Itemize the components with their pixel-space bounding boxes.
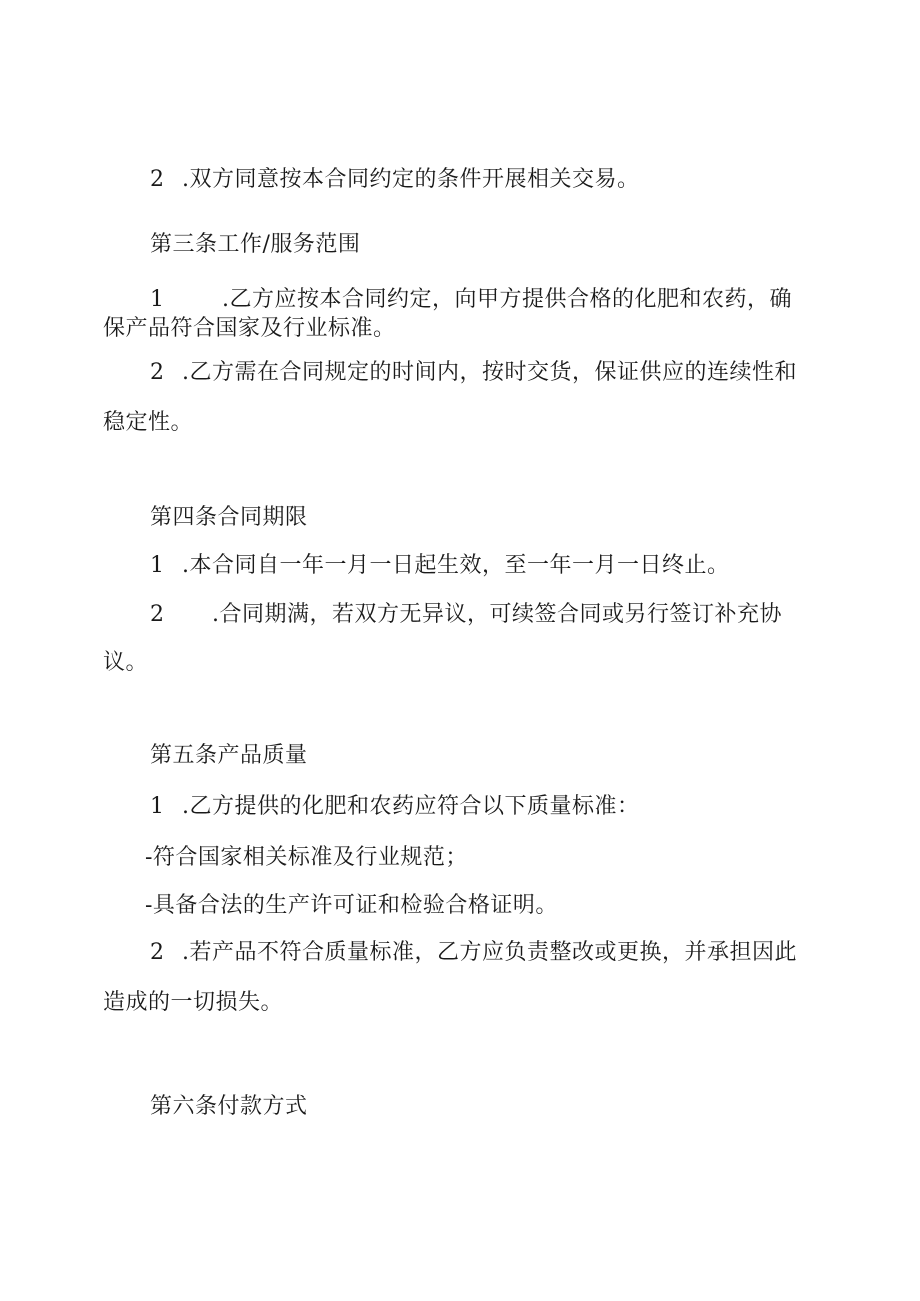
s5-bullet1: -符合国家相关标准及行业规范；: [145, 845, 468, 870]
s4-item2-text: .合同期满，若双方无异议，可续签合同或另行签订补充协: [212, 602, 782, 627]
s3-item2-number: 2: [150, 360, 165, 385]
s4-item1-line: [150, 551, 730, 581]
s5-item2-text: .若产品不符合质量标准，乙方应负责整改或更换，并承担因此: [182, 940, 797, 965]
s5-item1-number: 1: [150, 794, 165, 819]
s4-item2-continuation: 议。: [103, 650, 149, 675]
s3-item1-text: .乙方应按本合同约定，向甲方提供合格的化肥和农药，确: [222, 287, 792, 312]
s4-item2-line: [150, 600, 782, 630]
s3-item1-continuation: 保产品符合国家及行业标准。: [103, 316, 396, 341]
s5-item1-text: .乙方提供的化肥和农药应符合以下质量标准：: [182, 794, 640, 819]
s3-heading: 第三条工作/服务范围: [150, 232, 361, 257]
s5-item2-line: [150, 938, 797, 968]
s5-bullet2: -具备合法的生产许可证和检验合格证明。: [145, 893, 558, 918]
s5-item2-number: 2: [150, 940, 165, 965]
s4-item2-number: 2: [150, 602, 165, 627]
s3-item1-number: 1: [150, 287, 165, 312]
s5-item2-continuation: 造成的一切损失。: [103, 990, 284, 1015]
s3-item2-line: [150, 358, 797, 388]
s6-heading: 第六条付款方式: [150, 1094, 308, 1119]
s2-item2-number: 2: [150, 167, 165, 192]
s3-item2-text: .乙方需在合同规定的时间内，按时交货，保证供应的连续性和: [182, 360, 797, 385]
s5-item1-line: [150, 792, 640, 822]
s4-item1-text: .本合同自一年一月一日起生效，至一年一月一日终止。: [182, 553, 730, 578]
s5-heading: 第五条产品质量: [150, 743, 308, 768]
s4-item1-number: 1: [150, 553, 165, 578]
s2-item2-text: .双方同意按本合同约定的条件开展相关交易。: [182, 167, 640, 192]
s2-item2-line: [150, 165, 640, 195]
s4-heading: 第四条合同期限: [150, 505, 308, 530]
s3-item1-line: [150, 285, 792, 315]
s3-item2-continuation: 稳定性。: [103, 410, 194, 435]
